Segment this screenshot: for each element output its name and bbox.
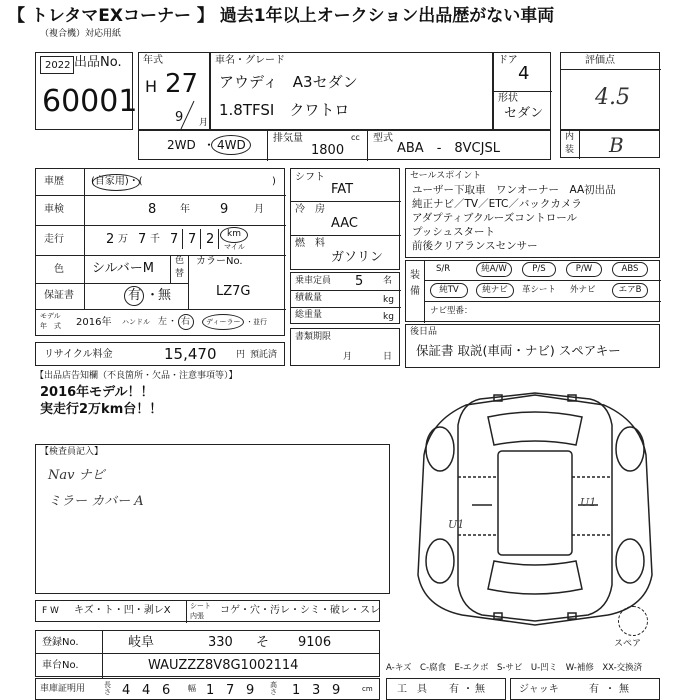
spare-label: スペア: [614, 639, 642, 649]
recycle-box: リサイクル料金 15,470 円 預託済: [35, 342, 285, 366]
vin-row: 車台No. WAUZZZ8V8G1002114: [35, 653, 380, 677]
equip-pw: P/W: [566, 262, 602, 277]
car-diagram: [400, 385, 670, 635]
registration-row: 登録No. 岐阜 330 そ 9106: [35, 630, 380, 654]
lot-number: 60001: [42, 84, 138, 119]
displacement-value: 1800: [311, 143, 345, 158]
vin-value: WAUZZZ8V8G1002114: [148, 658, 299, 673]
shape-value: セダン: [504, 106, 544, 121]
later-items-box: 後日品 保証書 取説(車両・ナビ) スペアキー: [405, 324, 660, 368]
color-value: シルバーM: [92, 261, 154, 276]
lot-box: [35, 52, 138, 130]
doors-value: 4: [518, 63, 530, 84]
equip-abs: ABS: [612, 262, 648, 277]
spec-row: 2WD ・ 4WD 排気量 cc 1800 型式 ABA - 8VCJSL: [138, 130, 551, 160]
defect-legend: A-キズ C-腐食 E-エクボ S-サビ U-凹ミ W-補修 XX-交換済: [386, 663, 643, 673]
doors-box: ドア 4 形状 セダン: [493, 52, 551, 130]
garage-cert-row: 車庫証明用 長さ 4 4 6 幅 1 7 9 高さ 1 3 9 cm: [35, 678, 380, 700]
model-grade: 1.8TFSI クワトロ: [219, 101, 350, 119]
sales-points-box: セールスポイント ユーザー下取車 ワンオーナー AA初出品 純正ナビ／TV／ETC／バックカメラ アダプティブクルーズコントロール プッシュスタート 前後クリアランスセンサー: [405, 168, 660, 258]
reg-year-box: 年式 H 27 9 月: [138, 52, 210, 130]
inspector-box: 【検査員記入】 Nav ナビ ミラー カバー A: [35, 444, 390, 594]
later-items-value: 保証書 取説(車両・ナビ) スペアキー: [416, 343, 621, 358]
tools-box: 工 具 有 ・ 無: [386, 678, 506, 700]
subnote: （複合機）対応用紙: [40, 29, 122, 39]
shift-value: FAT: [331, 182, 354, 197]
equip-tv: 純TV: [430, 283, 468, 298]
jack-box: ジャッキ 有 ・ 無: [510, 678, 660, 700]
defect-mark-right: U1: [580, 496, 597, 509]
equip-airbag: エアB: [612, 283, 648, 298]
doc-deadline-box: 書類期限 月 日: [290, 328, 400, 366]
reg-month: 9: [175, 110, 184, 125]
remarks-label: 【出品店告知欄（不良箇所・欠品・注意事項等）】: [35, 371, 238, 381]
model-box: 車名・グレード アウディ A3セダン 1.8TFSI クワトロ: [210, 52, 493, 130]
equipment-box: 装 備 S/R 純A/W P/S P/W ABS 純TV 純ナビ 革シート 外ナビ エアB ナビ型番：: [405, 260, 660, 322]
capacity-box: 乗車定員 5 名 積載量 kg 総重量 kg: [290, 272, 400, 324]
reg-year: 27: [165, 69, 199, 99]
interior-value: B: [609, 133, 624, 157]
score-value: 4.5: [595, 85, 630, 110]
recycle-value: 15,470: [164, 345, 217, 363]
color-code: LZ7G: [216, 284, 251, 299]
equip-ps: P/S: [522, 262, 556, 277]
interior-box: 内 装 B: [560, 130, 660, 158]
score-box: 評価点 4.5: [560, 52, 660, 130]
reg-era: H: [145, 77, 158, 96]
lot-label: 出品No.: [74, 55, 122, 70]
defect-mark-left: U1: [448, 518, 465, 531]
banner: 【 トレタマEXコーナー 】 過去1年以上オークション出品歴がない車両: [8, 6, 555, 26]
defects-row: F W キズ・ト・凹・剥レX シート 内張 コゲ・穴・汚レ・シミ・破レ・スレ: [35, 600, 380, 622]
lot-year-box: 2022: [40, 56, 74, 74]
model-name: アウディ A3セダン: [219, 73, 358, 91]
left-info: 車歴 (自家用)・( ) 車検 8 年 9 月 走行 2 万 7 千 7 7 2 km マイル 色 シルバーM 色 替 カラーNo. 保証書 有 ・ 無 LZ7G モデル 年 式 2016年 ハンドル 左 ・ 右 ディーラー ・並行: [35, 168, 285, 336]
spare-tire-icon: [618, 606, 648, 636]
type-code: ABA - 8VCJSL: [397, 141, 500, 156]
mid-info: シフト FAT 冷 房 AAC 燃 料 ガソリン: [290, 168, 400, 270]
equip-alloy-wheel: 純A/W: [476, 262, 512, 277]
fuel-value: ガソリン: [331, 250, 384, 265]
ac-value: AAC: [331, 216, 358, 231]
equip-navi: 純ナビ: [476, 283, 514, 298]
